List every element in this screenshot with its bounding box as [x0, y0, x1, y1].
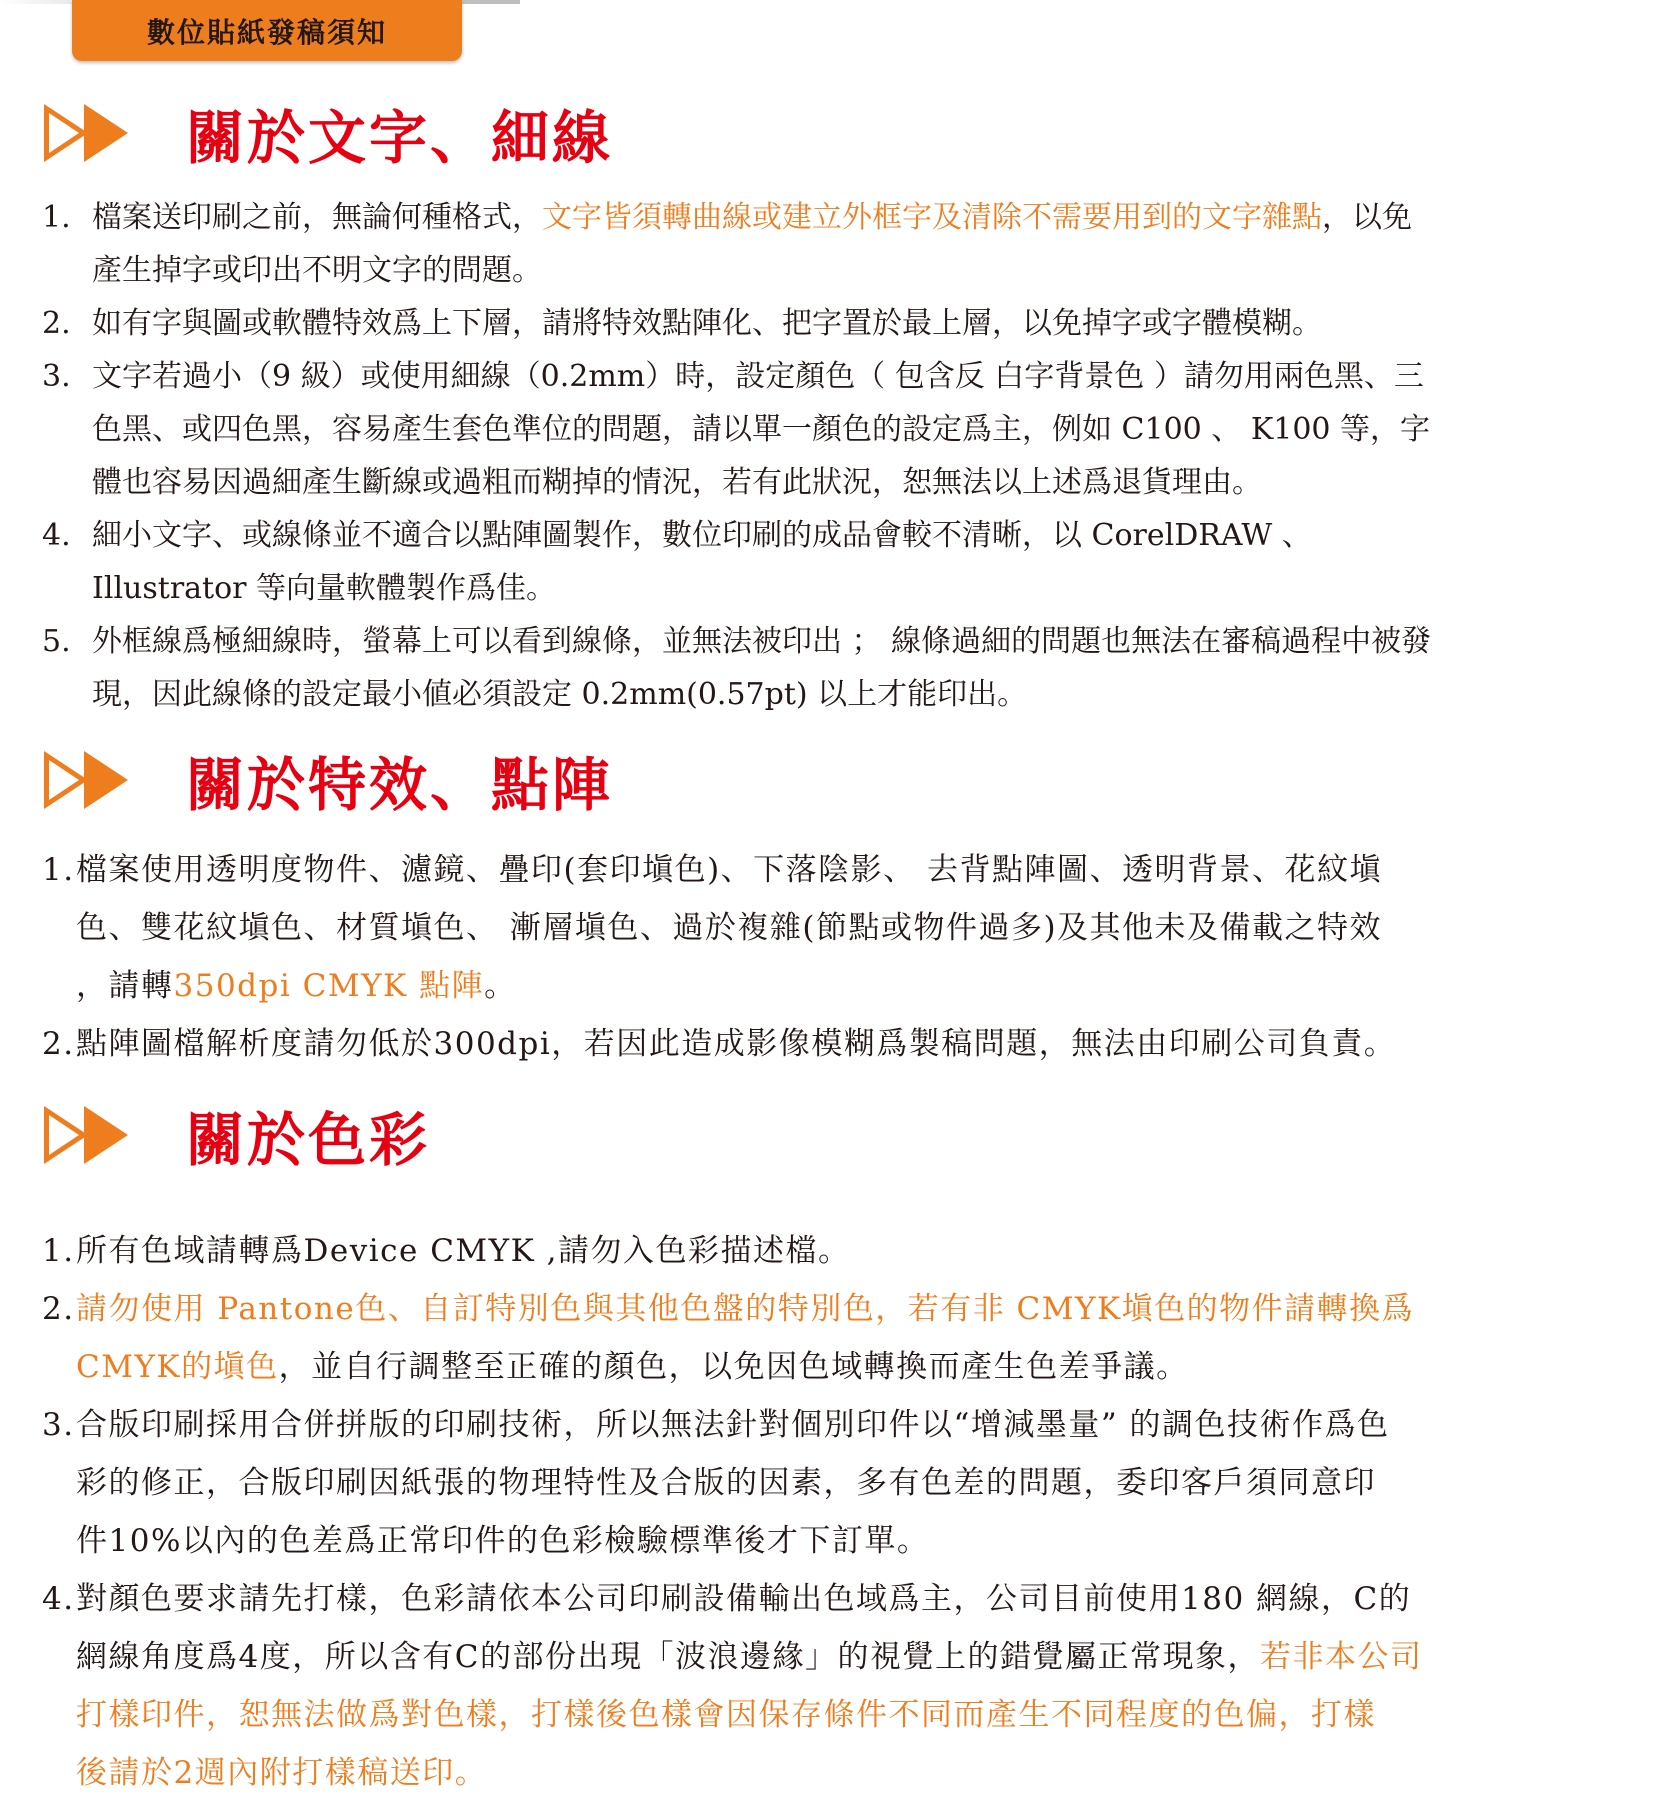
body-text: 檔案使用透明度物件、濾鏡、疊印(套印塡色)、下落陰影、 去背點陣圖、透明背景、花紋塡	[76, 852, 1383, 888]
item-line	[92, 244, 1431, 297]
section-heading-color	[44, 1103, 431, 1174]
body-text: 色黑、或四色黑，容易產生套色準位的問題，請以單一顏色的設定爲主，例如 C100 、 K100 等，字	[92, 412, 1431, 447]
body-text: Illustrator 等向量軟體製作爲佳。	[92, 571, 557, 606]
highlighted-text: 請勿使用 Pantone色、自訂特別色與其他色盤的特別色，若有非 CMYK塡色的物件請轉換爲	[76, 1291, 1415, 1327]
item-line	[92, 509, 1431, 562]
header-tab-title: 數位貼紙發稿須知	[146, 15, 387, 49]
item-number: 1.	[42, 1233, 75, 1269]
body-text: 件10%以內的色差爲正常印件的色彩檢驗標準後才下訂單。	[76, 1523, 930, 1559]
list-item	[42, 191, 1431, 297]
section-title: 關於色彩	[186, 1106, 431, 1174]
body-text: 點陣圖檔解析度請勿低於300dpi，若因此造成影像模糊爲製稿問題，無法由印刷公司負責。	[76, 1026, 1397, 1062]
section-heading-text-lines	[44, 101, 614, 172]
item-line	[76, 899, 1396, 957]
item-line	[76, 1512, 1422, 1570]
body-text: 合版印刷採用合併拼版的印刷技術，所以無法針對個別印件以“增減墨量” 的調色技術作爲色	[76, 1407, 1390, 1443]
body-text: 文字若過小（9 級）或使用細線（0.2mm）時，設定顏色（ 包含反 白字背景色 ）請勿用兩色黑、三	[92, 359, 1424, 394]
item-number: 2.	[42, 1026, 75, 1062]
item-line	[76, 1396, 1422, 1454]
body-text: 細小文字、或線條並不適合以點陣圖製作，數位印刷的成品會較不清晰，以 CorelDRAW 、	[92, 518, 1312, 553]
section-heading-effects-raster	[44, 748, 614, 819]
body-text: ，並自行調整至正確的顏色，以免因色域轉換而產生色差爭議。	[278, 1349, 1189, 1385]
item-line	[92, 403, 1431, 456]
body-text: 彩的修正，合版印刷因紙張的物理特性及合版的因素，多有色差的問題，委印客戶須同意印	[76, 1465, 1376, 1501]
section-list-effects-raster	[42, 841, 1396, 1073]
body-text: ，以免	[1322, 200, 1412, 235]
item-number: 4.	[42, 1581, 75, 1617]
item-line	[92, 297, 1431, 350]
item-line	[76, 1628, 1422, 1686]
list-item	[42, 1015, 1396, 1073]
item-number: 3.	[42, 359, 71, 394]
highlighted-text: 若非本公司	[1259, 1639, 1423, 1675]
list-item	[42, 1570, 1422, 1802]
body-text: 產生掉字或印出不明文字的問題。	[92, 253, 542, 288]
highlighted-text: 文字皆須轉曲線或建立外框字及清除不需要用到的文字雜點	[542, 200, 1322, 235]
list-item	[42, 1396, 1422, 1570]
item-line	[76, 1744, 1422, 1802]
item-number: 5.	[42, 624, 71, 659]
highlighted-text: 350dpi CMYK 點陣	[173, 968, 485, 1004]
item-number: 1.	[42, 200, 71, 235]
section-title: 關於特效、點陣	[186, 751, 614, 819]
highlighted-text: CMYK的塡色	[76, 1349, 279, 1385]
item-number: 4.	[42, 518, 71, 553]
body-text: ，請轉	[76, 968, 174, 1004]
item-line	[76, 1280, 1422, 1338]
item-line	[76, 1338, 1422, 1396]
body-text: 外框線爲極細線時，螢幕上可以看到線條，並無法被印出 ； 線條過細的問題也無法在審稿過程中被發	[92, 624, 1432, 659]
highlighted-text: 後請於2週內附打樣稿送印。	[76, 1755, 488, 1791]
item-line	[92, 615, 1431, 668]
item-number: 2.	[42, 1291, 75, 1327]
section-list-text-lines	[42, 191, 1431, 721]
item-line	[76, 841, 1396, 899]
item-line	[76, 1454, 1422, 1512]
header-tab	[72, 0, 462, 61]
item-line	[92, 191, 1431, 244]
item-line	[92, 668, 1431, 721]
item-number: 2.	[42, 306, 71, 341]
body-text: 所有色域請轉爲Device CMYK ,請勿入色彩描述檔。	[76, 1233, 851, 1269]
item-line	[92, 350, 1431, 403]
section-title: 關於文字、細線	[186, 104, 614, 172]
item-line	[76, 957, 1396, 1015]
item-line	[76, 1570, 1422, 1628]
body-text: 對顏色要求請先打樣，色彩請依本公司印刷設備輸出色域爲主，公司目前使用180 網線，C的	[76, 1581, 1412, 1617]
list-item	[42, 1280, 1422, 1396]
list-item	[42, 297, 1431, 350]
body-text: 現，因此線條的設定最小値必須設定 0.2mm(0.57pt) 以上才能印出。	[92, 677, 1028, 712]
highlighted-text: 打樣印件，恕無法做爲對色樣，打樣後色樣會因保存條件不同而產生不同程度的色偏，打樣	[76, 1697, 1376, 1733]
double-arrow-icon	[44, 1106, 126, 1164]
body-text: 檔案送印刷之前，無論何種格式，	[92, 200, 542, 235]
body-text: 。	[484, 968, 517, 1004]
item-number: 1.	[42, 852, 75, 888]
list-item	[42, 615, 1431, 721]
body-text: 色、雙花紋塡色、材質塡色、 漸層塡色、過於複雜(節點或物件過多)及其他未及備載之特效	[76, 910, 1383, 946]
item-number: 3.	[42, 1407, 75, 1443]
list-item	[42, 350, 1431, 509]
body-text: 體也容易因過細產生斷線或過粗而糊掉的情況，若有此狀況，恕無法以上述爲退貨理由。	[92, 465, 1262, 500]
body-text: 網線角度爲4度，所以含有C的部份出現「波浪邊緣」的視覺上的錯覺屬正常現象，	[76, 1639, 1260, 1675]
double-arrow-icon	[44, 751, 126, 809]
list-item	[42, 509, 1431, 615]
list-item	[42, 1222, 1422, 1280]
body-text: 如有字與圖或軟體特效爲上下層，請將特效點陣化、把字置於最上層，以免掉字或字體模糊。	[92, 306, 1322, 341]
double-arrow-icon	[44, 104, 126, 162]
item-line	[92, 562, 1431, 615]
item-line	[76, 1222, 1422, 1280]
item-line	[76, 1015, 1396, 1073]
item-line	[76, 1686, 1422, 1744]
list-item	[42, 841, 1396, 1015]
section-list-color	[42, 1222, 1422, 1802]
item-line	[92, 456, 1431, 509]
